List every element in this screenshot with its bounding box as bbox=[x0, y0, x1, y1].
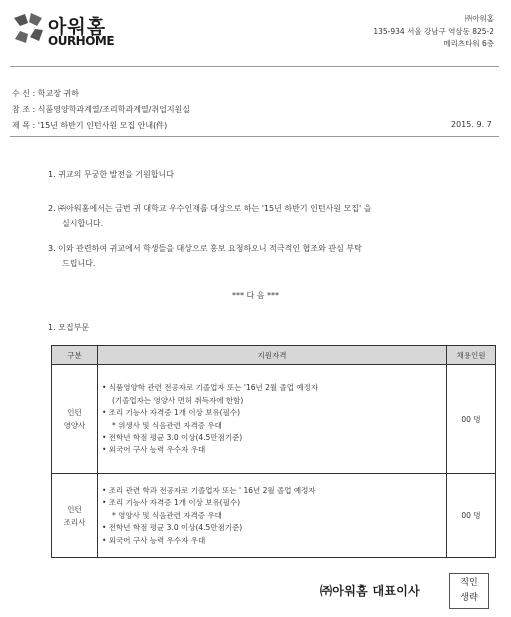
header-divider bbox=[10, 66, 499, 67]
category-line: 인턴 bbox=[67, 504, 82, 514]
qualification-line: • 전학년 학점 평균 3.0 이상(4.5만점기준) bbox=[102, 432, 243, 442]
qualification-line: (기졸업자는 영양사 면허 취득자에 한함) bbox=[112, 395, 244, 405]
seal-line: 생략 bbox=[460, 593, 478, 603]
address-line-1: 135-934 서울 강남구 역삼동 825-2 bbox=[373, 27, 494, 36]
signer-name: ㈜아워홈 대표이사 bbox=[320, 584, 421, 598]
category-line: 조리사 bbox=[63, 517, 86, 527]
qualification-line: • 조리 관련 학과 전공자로 기졸업자 또는 ' 16년 2월 졸업 예정자 bbox=[102, 485, 316, 495]
qualification-line: • 전학년 학점 평균 3.0 이상(4.5만점기준) bbox=[102, 523, 243, 533]
table-row bbox=[52, 365, 496, 474]
recipient: 수 신 : 학교장 귀하 bbox=[12, 89, 79, 98]
address-line-2: 메리츠타워 6층 bbox=[443, 39, 494, 48]
qualification-line: • 조리 기능사 자격증 1개 이상 보유(필수) bbox=[102, 408, 241, 418]
paragraph-1: 1. 귀교의 무궁한 발전을 기원합니다 bbox=[48, 170, 174, 179]
seal-stamp bbox=[449, 573, 489, 609]
ourhome-logo-icon bbox=[10, 10, 46, 46]
paragraph-2-line-2: 실시합니다. bbox=[62, 219, 104, 228]
qualification-cell bbox=[98, 474, 447, 558]
qualification-line: • 외국어 구사 능력 우수자 우대 bbox=[102, 535, 206, 545]
qualification-cell bbox=[98, 365, 447, 474]
header-headcount: 채용인원 bbox=[447, 346, 496, 365]
table-header-row bbox=[52, 346, 496, 365]
paragraph-3-line-1: 3. 이와 관련하여 귀교에서 학생들을 대상으로 홍보 요청하오니 적극적인 협조와 관심 부탁 bbox=[48, 244, 362, 253]
logo-korean: 아워홈 bbox=[48, 16, 107, 38]
meta-divider bbox=[10, 136, 499, 137]
header-qualification: 지원자격 bbox=[98, 346, 447, 365]
notice-heading: *** 다 음 *** bbox=[231, 291, 280, 300]
qualification-line: * 영양사 및 식음관련 자격증 우대 bbox=[112, 510, 222, 520]
category-line: 인턴 bbox=[67, 408, 82, 417]
section-title: 1. 모집부문 bbox=[48, 323, 90, 332]
logo-english: OURHOME bbox=[48, 34, 115, 48]
subject: 제 목 : '15년 하반기 인턴사원 모집 안내(件) bbox=[12, 121, 168, 130]
qualification-line: • 외국어 구사 능력 우수자 우대 bbox=[102, 445, 206, 455]
qualification-line: * 위생사 및 식음관련 자격증 우대 bbox=[112, 420, 222, 430]
qualification-line: • 식품영양학 관련 전공자로 기졸업자 또는 '16년 2월 졸업 예정자 bbox=[102, 383, 319, 393]
category-cell bbox=[52, 365, 98, 474]
headcount-cell: 00 명 bbox=[447, 365, 496, 474]
paragraph-2-line-1: 2. ㈜아워홈에서는 금번 귀 대학교 우수인재를 대상으로 하는 '15년 하반기 인턴사원 모집' 을 bbox=[48, 204, 372, 213]
header-category: 구분 bbox=[52, 346, 98, 365]
category-line: 영양사 bbox=[63, 421, 86, 430]
headcount-cell: 00 명 bbox=[447, 474, 496, 558]
document-date: 2015. 9. 7 bbox=[451, 120, 492, 129]
paragraph-3-line-2: 드립니다. bbox=[62, 259, 96, 268]
qualification-line: • 조리 기능사 자격증 1개 이상 보유(필수) bbox=[102, 498, 241, 508]
reference: 참 조 : 식품영양학과계열/조리학과계열/취업지원실 bbox=[12, 105, 191, 114]
recruitment-table bbox=[51, 345, 496, 558]
company-name: ㈜아워홈 bbox=[464, 14, 494, 23]
seal-line: 직인 bbox=[460, 578, 478, 588]
table-row bbox=[52, 474, 496, 558]
category-cell bbox=[52, 474, 98, 558]
